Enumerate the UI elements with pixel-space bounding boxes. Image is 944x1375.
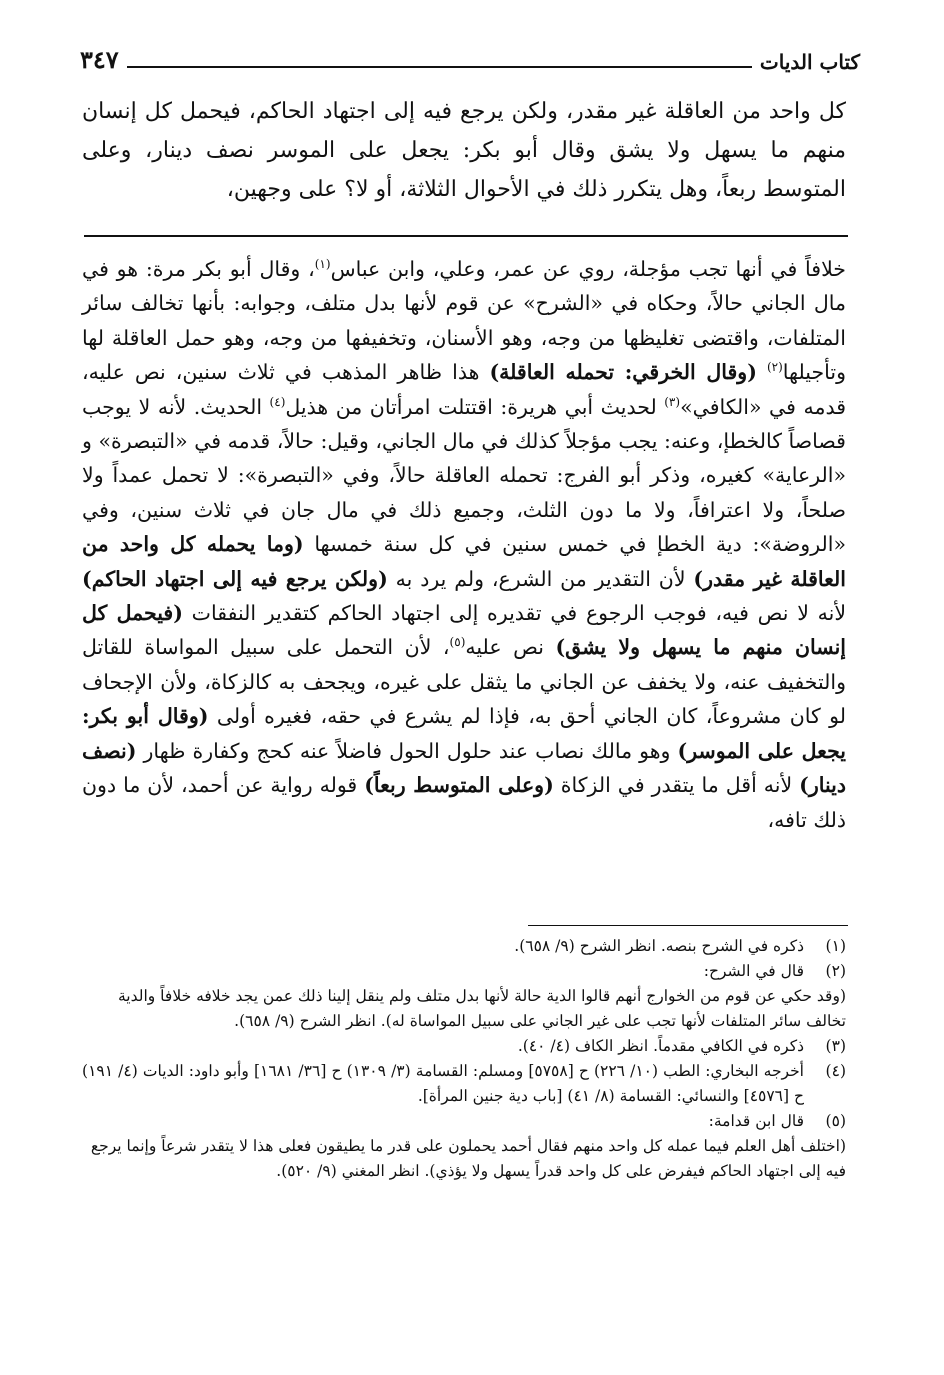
footnote-separator [528,925,848,926]
footnote [82,1109,846,1134]
commentary-segment: لأن التقدير من الشرع، ولم يرد به [387,566,694,591]
footnote-ref: (٣) [664,394,681,409]
footnote-ref: (٤) [269,394,286,409]
page-number: ٣٤٧ [80,45,119,74]
footnote-text: أخرجه البخاري: الطب (١٠/ ٢٢٦) ح [٥٧٥٨] ومسلم: القسامة (٣/ ١٣٠٩) ح [٣٦/ ١٦٨١] وأبو داود: الديات (٤/ ١٩١) ح [٤٥٧٦] والنسائي: القسامة (٨/ ٤١) [باب دية جنين المرأة]. [82,1062,804,1105]
header-rule [127,66,752,68]
commentary-segment: لأنه أقل ما يتقدر في الزكاة [553,773,800,798]
quoted-matn: (فيحمل كل إنسان منهم ما يسهل ولا يشق) [82,601,846,660]
commentary-segment: نص عليه [465,635,556,660]
footnote-ref: (١) [314,257,331,272]
main-text-paragraph: كل واحد من العاقلة غير مقدر، ولكن يرجع فيه إلى اجتهاد الحاكم، فيحمل كل إنسان منهم ما يسهل ولا يشق وقال أبو بكر: يجعل على الموسر نصف دينار، وعلى المتوسط ربعاً، وهل يتكرر ذلك في الأحوال الثلاثة، أو لا؟ على وجهين، [82,99,846,202]
running-title: كتاب الديات [759,50,860,74]
footnote-quote: (وقد حكي عن قوم من الخوارج أنهم قالوا الدية حالة لأنها بدل متلف ولم ينقل إلينا ذلك عمن يجد خلافه خلافاً والدية تخالف سائر المتلفات لأنها تجب على غير الجاني على سبيل المواساة له). انظر الشرح (٩/ ٦٥٨). [117,987,846,1030]
footnote-ref: (٢) [766,360,783,375]
quoted-matn: (وقال أبو بكر: يجعل على الموسر) [82,704,847,763]
footnote [82,934,846,959]
footnote [82,959,846,984]
footnote-text: ذكره في الشرح بنصه. انظر الشرح (٩/ ٦٥٨). [514,937,804,955]
main-text [82,92,846,209]
footnote-quote: (اختلف أهل العلم فيما عمله كل واحد منهم فقال أحمد يحملون على قدر ما يطيقون فعلى هذا لا يتقدر شرعاً وإنما يرجع فيه إلى اجتهاد الحاكم فيفرض على كل واحد قدراً يسهل ولا يؤذي). انظر المغني (٩/ ٥٢٠). [90,1137,846,1180]
commentary-segment: هذا ظاهر المذهب في ثلاث سنين، نص عليه، قدمه في «الكافي» [82,360,846,419]
footnotes [82,934,846,1184]
footnote-ref: (٥) [449,635,466,650]
footnote [82,1034,846,1059]
quoted-matn: (نصف دينار) [82,738,846,798]
commentary-text [82,252,846,837]
commentary-segment: قوله رواية عن أحمد، لأن ما دون ذلك تافه، [82,773,846,832]
commentary-segment: خلافاً في أنها تجب مؤجلة، روي عن عمر، وعلي، وابن عباس [330,257,846,281]
commentary-segment: ، وقال أبو بكر مرة: هو في مال الجاني حالاً، وحكاه في «الشرح» عن قوم لأنها بدل متلف، وجوابه: بأنها تخالف سائر المتلفات، واقتضى تغليظها من وجه، وهو الأسنان، وتخفيفها من وجه، وهو حمل العاقلة لها وتأجيلها [82,257,846,385]
commentary-segment: الحديث. لأنه لا يوجب قصاصاً كالخطإ، وعنه: يجب مؤجلاً كذلك في مال الجاني، وقيل: حالاً، قدمه في «التبصرة» و «الرعاية» كغيره، وذكر أبو الفرج: تحمله العاقلة حالاً، وفي «التبصرة»: لا تحمل عمداً ولا صلحاً، ولا اعترافاً، ولا ما دون الثلث، وجميع ذلك في مال جان في ثلاث سنين، وفي «الروضة»: دية الخطإ في خمس سنين في كل سنة خمسها [82,394,847,557]
footnote-text: ذكره في الكافي مقدماً. انظر الكاف (٤/ ٤٠). [517,1037,804,1055]
commentary-paragraph [82,252,846,837]
footnote-number: (٢) [825,962,846,980]
footnote-number: (٥) [825,1112,846,1130]
footnote [82,1059,846,1109]
commentary-segment: وهو مالك نصاب عند حلول الحول فاضلاً عنه كحج وكفارة ظهار [136,738,678,763]
quoted-matn: (وقال الخرقي: تحمله العاقلة) [489,360,757,385]
quoted-matn: (وما يحمله كل واحد من العاقلة غير مقدر) [82,532,846,591]
commentary-segment: لأنه لا نص فيه، فوجب الرجوع في تقديره إلى اجتهاد الحاكم كتقدير النفقات [182,601,847,626]
quoted-matn: (وعلى المتوسط ربعاً) [364,773,554,798]
footnote-number: (٤) [825,1062,846,1080]
footnote-number: (٣) [825,1037,846,1055]
footnote-text: قال في الشرح: [703,962,804,980]
footnote-number: (١) [825,937,846,955]
running-header [80,38,860,74]
quoted-matn: (ولكن يرجع فيه إلى اجتهاد الحاكم) [82,566,388,591]
main-text-separator [84,235,848,237]
commentary-segment: لحديث أبي هريرة: اقتتلت امرأتان من هذيل [285,394,665,419]
footnote-text: قال ابن قدامة: [708,1112,804,1130]
commentary-segment: ، لأن التحمل على سبيل المواساة للقاتل والتخفيف عنه، ولا يخفف عن الجاني ما يثقل على غيره، ويجحف به كالزكاة، ولأن الإجحاف لو كان مشروعاً، كان الجاني أحق به، فإذا لم يشرع في حقه، فغيره أولى [82,635,847,729]
